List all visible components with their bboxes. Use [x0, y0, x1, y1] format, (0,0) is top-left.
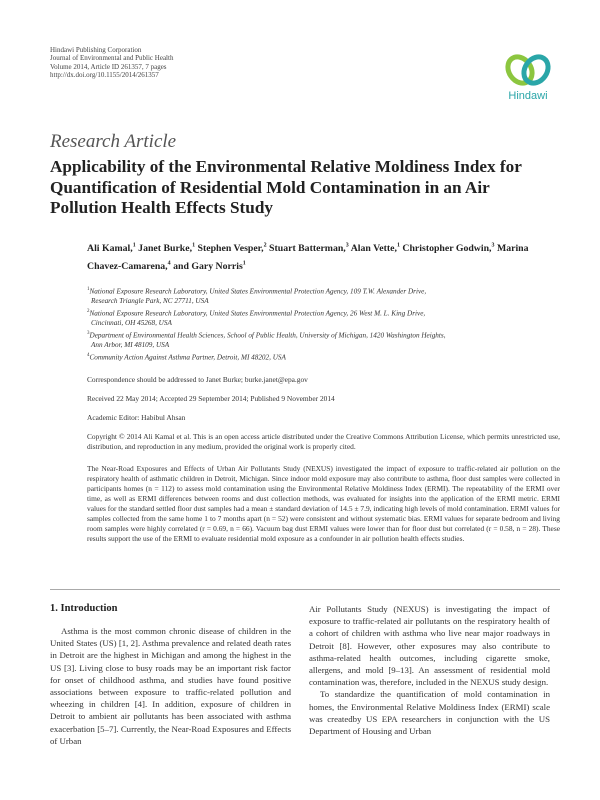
affiliation-marker: 2	[263, 243, 267, 249]
affiliation-marker: 1	[242, 260, 246, 267]
affiliation-marker: 1	[192, 243, 196, 249]
hindawi-logo-text: Hindawi	[508, 90, 548, 102]
author-name: and Gary Norris$^1$	[173, 260, 246, 272]
article-dates: Received 22 May 2014; Accepted 29 September 2014; Published 9 November 2014	[87, 394, 335, 403]
author-name: Stuart Batterman,$^3$	[269, 243, 349, 255]
body-column-left	[50, 625, 291, 747]
article-title: Applicability of the Environmental Relative Moldiness Index for Quantification of Residential Mold Contamination in an Air Pollution Health Effects Study	[50, 157, 522, 217]
author-name: Ali Kamal,$^1$	[87, 243, 136, 255]
author-list	[87, 239, 560, 274]
section-divider	[50, 589, 560, 590]
affiliation-marker: 1	[132, 243, 136, 249]
affiliation-item: $^2$National Exposure Research Laboratory, United States Environmental Protection Agency, 26 West M. L. King Drive, Cincinnati, OH 45268, USA	[87, 308, 426, 328]
affiliation-marker: 4	[167, 260, 171, 267]
paragraph: To standardize the quantification of mold contamination in homes, the Environmental Relative Moldiness Index (ERMI) scale was createdby US EPA researchers in conjunction with the US Department of Housing and Urban	[309, 689, 550, 737]
correspondence-note: Correspondence should be addressed to Janet Burke; burke.janet@epa.gov	[87, 375, 308, 384]
body-column-right	[309, 603, 550, 737]
doi-link[interactable]: http://dx.doi.org/10.1155/2014/261357	[50, 71, 159, 80]
article-type: Research Article	[50, 131, 177, 152]
affiliation-item: $^1$National Exposure Research Laboratory, United States Environmental Protection Agency, 109 T.W. Alexander Drive, Research Triangle Park, NC 27711, USA	[87, 287, 427, 306]
journal-name: Journal of Environmental and Public Health	[50, 54, 174, 63]
author-name: Stephen Vesper,$^2$	[197, 243, 267, 255]
author-name: Christopher Godwin,$^3$	[402, 243, 495, 255]
author-name: Marina Chavez-Camarena,$^4$	[87, 243, 529, 272]
affiliation-marker: 3	[491, 243, 495, 249]
author-name: Alan Vette,$^1$	[350, 243, 400, 255]
affiliation-marker: 3	[345, 243, 349, 249]
volume-info: Volume 2014, Article ID 261357, 7 pages	[50, 62, 167, 71]
affiliation-marker: 1	[396, 243, 400, 249]
affiliation-item: $^3$Department of Environmental Health Sciences, School of Public Health, University of Michigan, 1420 Washington Heights, Ann Arbor, MI 48109, USA	[87, 330, 446, 350]
section-heading-introduction: 1. Introduction	[50, 603, 118, 614]
paragraph: Air Pollutants Study (NEXUS) is investigating the impact of exposure to traffic-related air pollutants on the respiratory health of a cohort of children with asthma who live near major roadways in Detroit [8]. However, other exposures may also contribute to asthma-related health outcomes, including cigarette smoke, allergens, and mold [9–13]. An assessment of residential mold contamination was, therefore, included in the NEXUS study design.	[309, 604, 550, 688]
copyright-notice: Copyright © 2014 Ali Kamal et al. This is an open access article distributed under the Creative Commons Attribution License, which permits unrestricted use, distribution, and reproduction in any medium, provided the original work is properly cited.	[87, 432, 560, 451]
academic-editor: Academic Editor: Habibul Ahsan	[87, 413, 186, 422]
journal-header	[50, 46, 173, 80]
author-name: Janet Burke,$^1$	[138, 243, 196, 255]
affiliation-list	[87, 285, 560, 363]
publisher-name: Hindawi Publishing Corporation	[50, 46, 142, 54]
paragraph: Asthma is the most common chronic disease of children in the United States (US) [1, 2]. Asthma prevalence and related death rates in Detroit are the highest in Michigan and among the highest in the US [3]. Living close to busy roads may be an important risk factor for onset of childhood asthma, and studies have found positive associations between exposure to traffic-related pollution and wheezing in children [4]. In addition, exposure of children in Detroit to ambient air pollutants has been associated with asthma exacerbation [5–7]. Currently, the Near-Road Exposures and Effects of Urban	[50, 626, 291, 746]
affiliation-item: $^4$Community Action Against Asthma Partner, Detroit, MI 48202, USA	[87, 352, 286, 362]
abstract-text: The Near-Road Exposures and Effects of Urban Air Pollutants Study (NEXUS) investigated the impact of exposure to traffic-related air pollution on the respiratory health of asthmatic children in Detroit, Michigan. Since indoor mold exposure may also contribute to asthma, floor dust samples were collected in participants homes (n = 112) to assess mold contamination using the Environmental Relative Moldiness Index (ERMI). The repeatability of the ERMI over time, as well as ERMI differences between rooms and dust collection methods, was evaluated for insights into the application of the ERMI metric. ERMI values for the standard settled floor dust samples had a mean ± standard deviation of 14.5 ± 7.9, indicating high levels of mold contamination. ERMI values for samples collected from the same home 1 to 7 months apart (n = 52) were consistent and without systematic bias. ERMI values for separate bedroom and living room samples were highly correlated (r = 0.69, n = 66). Vacuum bag dust ERMI values were lower than for floor dust but correlated (r = 0.58, n = 28). These results support the use of the ERMI to evaluate residential mold exposure as a confounder in air pollution health effects studies.	[87, 464, 560, 543]
